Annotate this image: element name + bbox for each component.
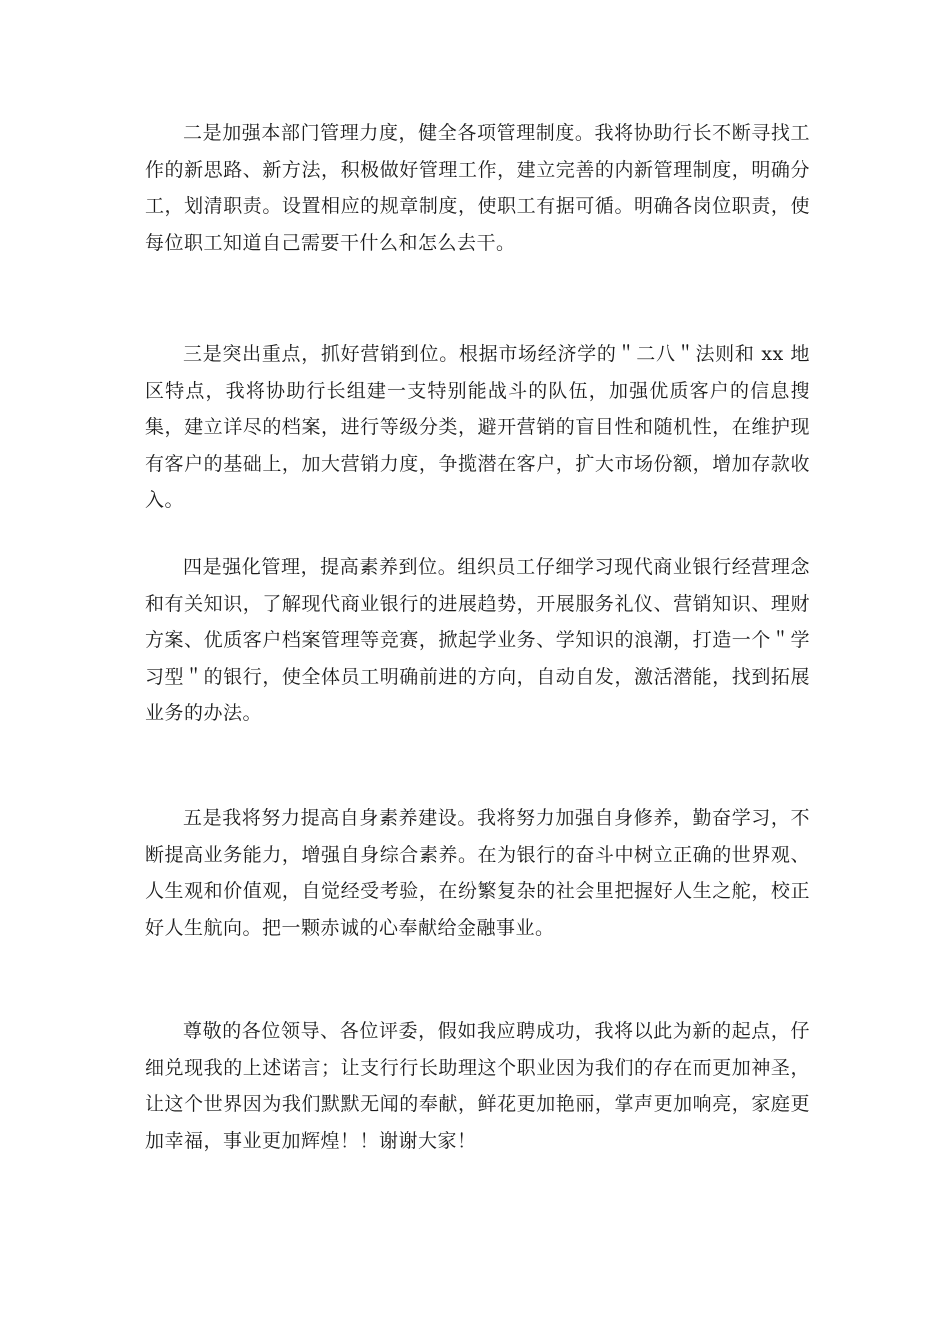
paragraph-self-improvement: 五是我将努力提高自身素养建设。我将努力加强自身修养，勤奋学习，不断提高业务能力，增强自身综合素养。在为银行的奋斗中树立正确的世界观、人生观和价值观，自觉经受考验，在纷繁复杂的社会里把握好人生之舵，校正好人生航向。把一颗赤诚的心奉献给金融事业。 [145, 807, 810, 939]
paragraph-marketing: 三是突出重点，抓好营销到位。根据市场经济学的＂二八＂法则和 xx 地区特点，我将协助行长组建一支特别能战斗的队伍，加强优质客户的信息搜集，建立详尽的档案，进行等级分类，避开营销的盲目性和随机性，在维护现有客户的基础上，加大营销力度，争揽潜在客户，扩大市场份额，增加存款收入。 [145, 343, 810, 511]
paragraph-closing: 尊敬的各位领导、各位评委，假如我应聘成功，我将以此为新的起点，仔细兑现我的上述诺言；让支行行长助理这个职业因为我们的存在而更加神圣，让这个世界因为我们默默无闻的奉献，鲜花更加艳丽，掌声更加响亮，家庭更加幸福，事业更加辉煌！！谢谢大家！ [145, 1020, 810, 1152]
paragraph-staff-quality: 四是强化管理，提高素养到位。组织员工仔细学习现代商业银行经营理念和有关知识，了解现代商业银行的进展趋势，开展服务礼仪、营销知识、理财方案、优质客户档案管理等竞赛，掀起学业务、学知识的浪潮，打造一个＂学习型＂的银行，使全体员工明确前进的方向，自动自发，激活潜能，找到拓展业务的办法。 [145, 556, 810, 724]
paragraph-management-system: 二是加强本部门管理力度，健全各项管理制度。我将协助行长不断寻找工作的新思路、新方法，积极做好管理工作，建立完善的内新管理制度，明确分工，划清职责。设置相应的规章制度，使职工有据可循。明确各岗位职责，使每位职工知道自己需要干什么和怎么去干。 [145, 122, 810, 254]
